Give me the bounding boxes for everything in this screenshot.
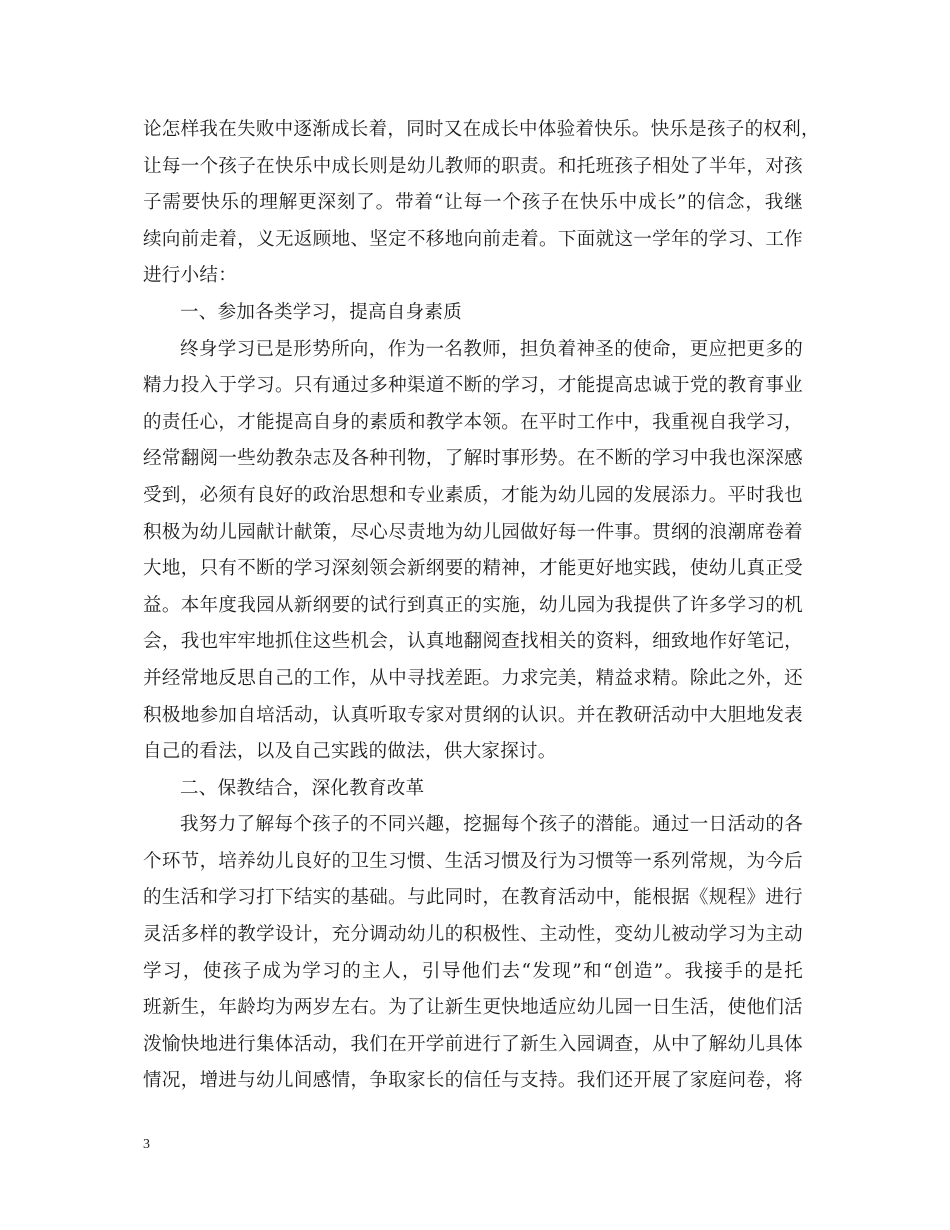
text-line: 的责任心，才能提高自身的素质和教学本领。在平时工作中，我重视自我学习， [143,411,803,433]
body-text [143,112,820,1100]
text-line: 经常翻阅一些幼教杂志及各种刊物，了解时事形势。在不断的学习中我也深深感 [143,448,803,470]
text-line: 的生活和学习打下结实的基础。与此同时，在教育活动中，能根据《规程》进行 [143,887,803,909]
section-heading: 一、参加各类学习，提高自身素质 [180,301,463,323]
text-line: 积极为幼儿园献计献策，尽心尽责地为幼儿园做好每一件事。贯纲的浪潮席卷着 [143,521,803,543]
text-line: 精力投入于学习。只有通过多种渠道不断的学习，才能提高忠诚于党的教育事业 [143,375,803,397]
text-line: 受到，必须有良好的政治思想和专业素质，才能为幼儿园的发展添力。平时我也 [143,484,803,506]
text-line: 大地，只有不断的学习深刻领会新纲要的精神，才能更好地实践，使幼儿真正受 [143,558,803,580]
text-line: 灵活多样的教学设计，充分调动幼儿的积极性、主动性，变幼儿被动学习为主动 [143,924,803,946]
text-line: 泼愉快地进行集体活动，我们在开学前进行了新生入园调查，从中了解幼儿具体 [143,1033,803,1055]
text-line: 积极地参加自培活动，认真听取专家对贯纲的认识。并在教研活动中大胆地发表 [143,704,803,726]
text-line: 让每一个孩子在快乐中成长则是幼儿教师的职责。和托班孩子相处了半年，对孩 [143,155,803,177]
text-line: 个环节，培养幼儿良好的卫生习惯、生活习惯及行为习惯等一系列常规，为今后 [143,850,803,872]
text-line: 终身学习已是形势所向，作为一名教师，担负着神圣的使命，更应把更多的 [180,338,803,360]
section-heading: 二、保教结合，深化教育改革 [180,777,425,799]
text-line: 班新生，年龄均为两岁左右。为了让新生更快地适应幼儿园一日生活，使他们活 [143,997,803,1019]
text-line: 并经常地反思自己的工作，从中寻找差距。力求完美，精益求精。除此之外，还 [143,667,803,689]
text-line: 子需要快乐的理解更深刻了。带着“让每一个孩子在快乐中成长”的信念，我继 [143,192,803,214]
text-line: 会，我也牢牢地抓住这些机会，认真地翻阅查找相关的资料，细致地作好笔记， [143,631,803,653]
text-line: 进行小结： [143,265,238,287]
text-line: 论怎样我在失败中逐渐成长着，同时又在成长中体验着快乐。快乐是孩子的权利， [143,119,820,140]
page-number: 3 [143,1137,150,1152]
text-line: 情况，增进与幼儿间感情，争取家长的信任与支持。我们还开展了家庭问卷，将 [143,1070,803,1092]
text-line: 益。本年度我园从新纲要的试行到真正的实施，幼儿园为我提供了许多学习的机 [143,594,803,616]
text-line: 我努力了解每个孩子的不同兴趣，挖掘每个孩子的潜能。通过一日活动的各 [180,814,803,836]
text-line: 自己的看法，以及自己实践的做法，供大家探讨。 [143,741,557,763]
text-line: 学习，使孩子成为学习的主人，引导他们去“发现”和“创造”。我接手的是托 [143,960,803,982]
text-line: 续向前走着，义无返顾地、坚定不移地向前走着。下面就这一学年的学习、工作 [143,228,803,250]
